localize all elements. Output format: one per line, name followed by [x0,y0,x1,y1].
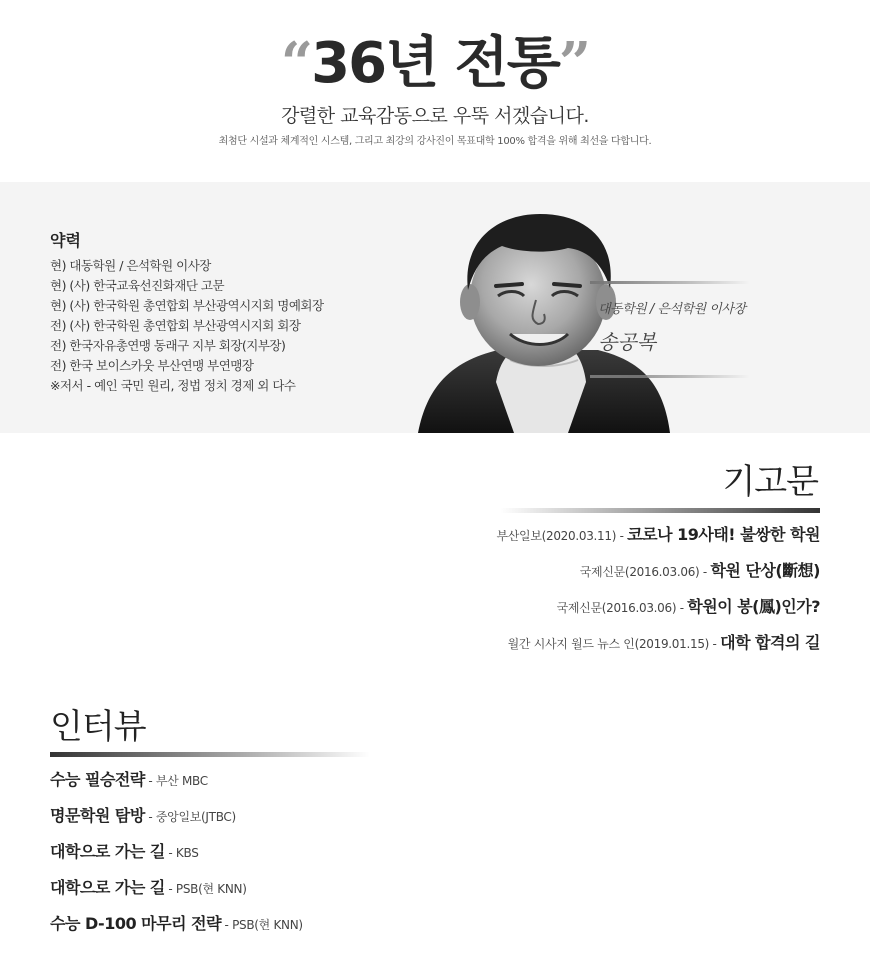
interview-item[interactable] [50,870,550,906]
interview-title: 명문학원 탐방 [50,806,145,825]
interview-source: - 부산 MBC [144,774,208,788]
close-quote-mark: ” [558,30,590,96]
hero-description: 최첨단 시설과 체계적인 시스템, 그리고 최강의 강사진이 목표대학 100% 합격을 위해 최선을 다합니다. [218,136,652,147]
portrait-photo [418,210,678,433]
hero-section [0,0,870,182]
interview-item[interactable] [50,798,550,834]
article-title: 코로나 19사태! 불쌍한 학원 [627,525,820,544]
hero-title [0,28,870,99]
article-item[interactable] [260,627,820,663]
career-item: 현) (사) 한국교육선진화재단 고문 [50,278,225,293]
interviews-list [50,762,550,942]
interview-title: 대학으로 가는 길 [50,842,165,861]
article-source: 월간 시사지 월드 뉴스 인(2019.01.15) - [507,637,721,651]
article-title: 학원이 봉(鳳)인가? [687,597,820,616]
articles-heading-underline [500,508,820,513]
article-title: 대학 합격의 길 [720,633,820,652]
interview-title: 수능 필승전략 [50,770,145,789]
articles-heading: 기고문 [722,462,818,502]
article-source: 부산일보(2020.03.11) - [496,529,628,543]
article-source: 국제신문(2016.03.06) - [556,601,688,615]
interviews-heading: 인터뷰 [50,707,146,747]
article-item[interactable] [260,555,820,591]
career-item: 전) (사) 한국학원 총연합회 부산광역시지회 회장 [50,318,301,333]
signature-line-bottom [590,375,750,378]
interview-source: - KBS [164,846,199,860]
interview-source: - PSB(현 KNN) [221,918,303,932]
article-source: 국제신문(2016.03.06) - [579,565,711,579]
interview-item[interactable] [50,834,550,870]
career-item: ※저서 - 예인 국민 원리, 정법 정치 경제 외 다수 [50,378,296,393]
article-item[interactable] [260,519,820,555]
article-item[interactable] [260,591,820,627]
hero-subtitle: 강렬한 교육감동으로 우뚝 서겠습니다. [281,105,589,127]
signature-name: 송공복 [598,330,656,354]
interviews-heading-underline [50,752,370,757]
interview-source: - PSB(현 KNN) [164,882,247,896]
career-title: 약력 [50,231,81,250]
career-item: 현) 대동학원 / 은석학원 이사장 [50,258,211,273]
signature-line-top [590,281,750,284]
interview-source: - 중앙일보(JTBC) [144,810,236,824]
career-item: 전) 한국 보이스카웃 부산연맹 부연맹장 [50,358,254,373]
articles-list [260,519,820,663]
hero-title-text: 36년 전통 [311,31,559,96]
career-block [50,230,380,396]
interview-item[interactable] [50,906,550,942]
open-quote-mark: “ [280,30,312,96]
interview-title: 수능 D-100 마무리 전략 [50,914,222,933]
career-item: 전) 한국자유총연맹 동래구 지부 회장(지부장) [50,338,286,353]
career-item: 현) (사) 한국학원 총연합회 부산광역시지회 명예회장 [50,298,324,313]
interview-item[interactable] [50,762,550,798]
profile-section [0,182,870,433]
article-title: 학원 단상(斷想) [710,561,820,580]
interview-title: 대학으로 가는 길 [50,878,165,897]
signature-role: 대동학원 / 은석학원 이사장 [598,302,746,317]
